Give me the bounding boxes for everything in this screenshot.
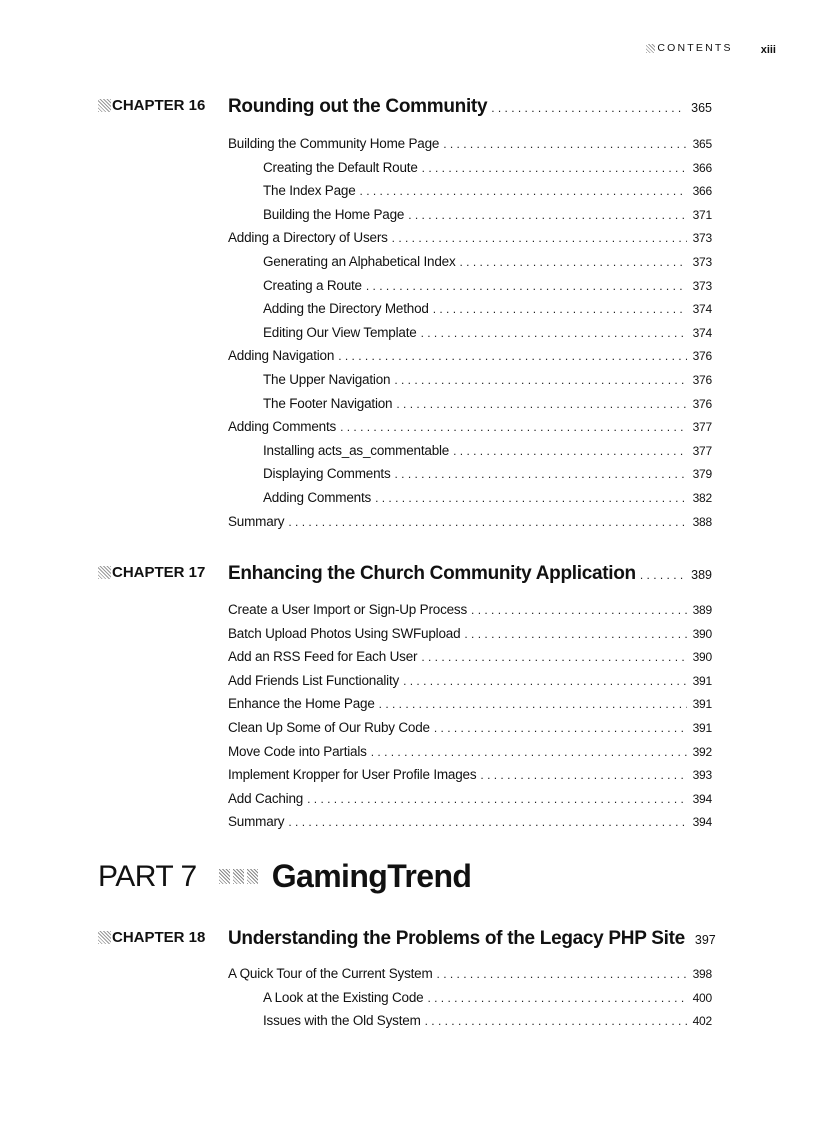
dot-leader: [379, 697, 687, 711]
chapter-16-heading: [98, 96, 712, 118]
toc-entry-title: Generating an Alphabetical Index: [263, 253, 456, 269]
dot-leader: [422, 161, 687, 175]
toc-entry: [228, 254, 712, 278]
dot-leader: [375, 491, 687, 505]
toc-entry-page: 398: [692, 967, 712, 981]
toc-entry: [228, 791, 712, 815]
toc-entry-title: Building the Home Page: [263, 206, 405, 222]
toc-entry-title: Adding the Directory Method: [263, 301, 429, 317]
toc-entry-title: Enhance the Home Page: [228, 696, 375, 712]
toc-entry: [228, 466, 712, 490]
toc-entry-title: Creating the Default Route: [263, 159, 418, 175]
toc-entry-title: Adding a Directory of Users: [228, 230, 388, 246]
toc-entry-page: 376: [692, 396, 712, 411]
toc-entry: [228, 443, 712, 467]
toc-entry-title: Add Friends List Functionality: [228, 672, 400, 688]
toc-entry: [228, 626, 712, 650]
dot-leader: [338, 349, 686, 363]
dot-leader: [403, 674, 686, 688]
toc-entry-title: Installing acts_as_commentable: [263, 442, 450, 458]
toc-entry: [228, 160, 712, 184]
toc-entry: [228, 301, 712, 325]
toc-entry: [228, 814, 712, 838]
toc-entry-title: Batch Upload Photos Using SWFupload: [228, 625, 461, 641]
toc-entry-page: 366: [692, 184, 712, 199]
toc-entry-title: Move Code into Partials: [228, 743, 367, 759]
toc-entry: [228, 278, 712, 302]
toc-entry-title: Adding Navigation: [228, 348, 335, 364]
chapter-page: 365: [691, 101, 712, 115]
dot-leader: [360, 184, 687, 198]
chapter-label: [98, 564, 228, 581]
dot-leader: [491, 101, 685, 115]
hatch-ornament-icon: [219, 869, 258, 884]
dot-leader: [471, 603, 687, 617]
toc-entry-title: Building the Community Home Page: [228, 136, 440, 151]
dot-leader: [371, 745, 687, 759]
toc-entry-title: Create a User Import or Sign-Up Process: [228, 602, 468, 617]
chapter-page: 389: [691, 568, 712, 582]
toc-entry: [228, 136, 712, 160]
toc-entry: [228, 767, 712, 791]
chapter-16-entries: [228, 136, 712, 537]
toc-entry-page: 390: [692, 626, 712, 641]
toc-entry-title: Add an RSS Feed for Each User: [228, 649, 418, 665]
dot-leader: [396, 397, 686, 411]
toc-entry-page: 377: [692, 420, 712, 435]
toc-entry-title: Summary: [228, 513, 285, 529]
toc-entry-title: A Look at the Existing Code: [263, 989, 424, 1005]
toc-entry-page: 393: [692, 768, 712, 783]
section-title-text: CONTENTS: [657, 42, 733, 54]
chapter-label: [98, 929, 228, 946]
dot-leader: [366, 279, 687, 293]
toc-entry: [228, 966, 712, 990]
toc-entry: [228, 490, 712, 514]
toc-entry-page: 402: [692, 1014, 712, 1029]
toc-entry-page: 374: [692, 325, 712, 340]
toc-entry-page: 391: [692, 697, 712, 712]
toc-entry-page: 376: [692, 372, 712, 387]
hatch-ornament-icon: [98, 99, 111, 112]
toc-entry-page: 374: [692, 302, 712, 317]
dot-leader: [453, 444, 686, 458]
toc-entry-title: Add Caching: [228, 790, 304, 806]
part-heading: [98, 858, 471, 895]
hatch-ornament-icon: [98, 931, 111, 944]
toc-entry-page: 376: [692, 349, 712, 364]
toc-entry: [228, 696, 712, 720]
dot-leader: [437, 967, 687, 981]
part-label: PART 7: [98, 859, 197, 893]
chapter-title: Rounding out the Community: [228, 96, 488, 117]
dot-leader: [421, 326, 687, 340]
page-number: xiii: [760, 43, 776, 56]
dot-leader: [394, 373, 686, 387]
chapter-17-entries: [228, 602, 712, 838]
toc-entry: [228, 1013, 712, 1037]
chapter-18-entries: [228, 966, 712, 1037]
toc-entry-title: Creating a Route: [263, 277, 362, 293]
toc-entry: [228, 372, 712, 396]
chapter-page: 397: [694, 933, 716, 947]
toc-entry-page: 373: [692, 278, 712, 293]
part-title: GamingTrend: [271, 858, 472, 894]
toc-entry-title: The Index Page: [263, 183, 356, 199]
toc-entry: [228, 673, 712, 697]
toc-entry-page: 391: [692, 720, 712, 735]
chapter-18-heading: [98, 928, 716, 950]
hatch-ornament-icon: [98, 566, 111, 579]
toc-entry: [228, 649, 712, 673]
toc-entry-page: 371: [692, 207, 712, 222]
toc-entry-page: 391: [692, 673, 712, 688]
dot-leader: [480, 768, 686, 782]
toc-entry-page: 394: [692, 815, 712, 830]
toc-entry-title: Issues with the Old System: [263, 1013, 421, 1029]
toc-entry: [228, 207, 712, 231]
chapter-label-text: CHAPTER 18: [112, 929, 206, 946]
toc-entry-title: Displaying Comments: [263, 466, 391, 482]
chapter-label-text: CHAPTER 16: [112, 97, 206, 114]
chapter-label: [98, 97, 228, 114]
toc-entry: [228, 419, 712, 443]
dot-leader: [307, 792, 686, 806]
dot-leader: [395, 467, 687, 481]
toc-entry-page: 394: [692, 791, 712, 806]
toc-entry-page: 400: [692, 990, 712, 1005]
chapter-17-heading: [98, 563, 712, 585]
toc-entry-page: 389: [692, 603, 712, 617]
toc-entry-title: Adding Comments: [263, 489, 372, 505]
toc-entry-page: 377: [692, 443, 712, 458]
toc-entry-page: 365: [692, 137, 712, 151]
toc-entry-title: The Footer Navigation: [263, 395, 393, 411]
toc-entry-page: 379: [692, 467, 712, 482]
toc-entry-title: The Upper Navigation: [263, 371, 391, 387]
toc-entry-title: Editing Our View Template: [263, 324, 417, 340]
running-header: [646, 42, 776, 56]
toc-entry: [228, 514, 712, 538]
dot-leader: [427, 991, 686, 1005]
toc-entry-title: A Quick Tour of the Current System: [228, 966, 433, 981]
toc-entry: [228, 720, 712, 744]
toc-entry: [228, 325, 712, 349]
dot-leader: [464, 627, 686, 641]
dot-leader: [288, 515, 686, 529]
toc-entry-title: Adding Comments: [228, 419, 337, 435]
dot-leader: [392, 231, 687, 245]
dot-leader: [288, 815, 686, 829]
dot-leader: [421, 650, 686, 664]
dot-leader: [408, 208, 686, 222]
hatch-ornament-icon: [646, 44, 655, 53]
dot-leader: [434, 721, 687, 735]
toc-entry-page: 373: [692, 254, 712, 269]
toc-entry: [228, 230, 712, 254]
dot-leader: [640, 568, 685, 582]
dot-leader: [425, 1014, 687, 1028]
toc-entry-page: 392: [692, 744, 712, 759]
section-title: [646, 42, 732, 54]
toc-entry: [228, 348, 712, 372]
toc-entry: [228, 744, 712, 768]
dot-leader: [460, 255, 687, 269]
dot-leader: [443, 137, 686, 151]
chapter-label-text: CHAPTER 17: [112, 564, 206, 581]
toc-entry-page: 373: [692, 231, 712, 246]
toc-entry-page: 390: [692, 650, 712, 665]
dot-leader: [340, 420, 687, 434]
chapter-title: Understanding the Problems of the Legacy PHP Site: [228, 928, 685, 949]
dot-leader: [433, 302, 687, 316]
toc-entry: [228, 183, 712, 207]
toc-entry-page: 366: [692, 160, 712, 175]
toc-entry-title: Summary: [228, 814, 285, 830]
toc-entry-title: Implement Kropper for User Profile Images: [228, 767, 477, 783]
toc-entry: [228, 990, 712, 1014]
chapter-title: Enhancing the Church Community Application: [228, 563, 636, 584]
toc-entry-page: 382: [692, 490, 712, 505]
toc-entry-page: 388: [692, 514, 712, 529]
toc-entry: [228, 602, 712, 626]
toc-entry: [228, 396, 712, 420]
toc-entry-title: Clean Up Some of Our Ruby Code: [228, 719, 430, 735]
